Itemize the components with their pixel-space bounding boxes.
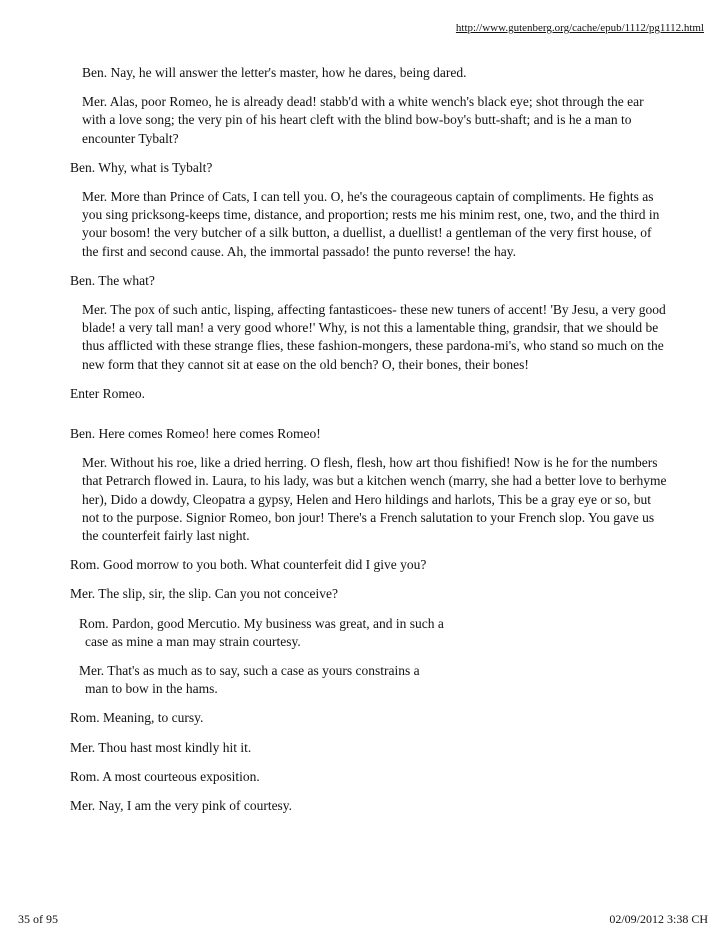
print-datetime: 02/09/2012 3:38 CH [609,912,708,926]
passage-ben-3: Ben. The what? [70,272,155,288]
passage-mer-2: Mer. More than Prince of Cats, I can tell you. O, he's the courageous captain of compliments. He fights as you sing pricksong-keeps time, distance, and proportion; rests me his minim rest, one, two, and the third in your bosom! the very butcher of a silk button, a duellist, a duellist! a gentleman of the very first house, of the first and second cause. Ah, the immortal passado! the punto reverse! the hay. [82,189,660,259]
passage-ben-2: Ben. Why, what is Tybalt? [70,159,213,175]
passage-mer-6-line-2: man to bow in the hams. [85,681,218,697]
passage-ben-4: Ben. Here comes Romeo! here comes Romeo! [70,426,321,442]
passage-rom-3: Rom. Meaning, to cursy. [70,710,204,726]
page-number: 35 of 95 [18,912,58,926]
passage-mer-7: Mer. Thou hast most kindly hit it. [70,739,252,755]
passage-ben-1: Ben. Nay, he will answer the letter's master, how he dares, being dared. [82,65,467,80]
passage-rom-2-line-2: case as mine a man may strain courtesy. [85,633,301,649]
passage-rom-1: Rom. Good morrow to you both. What counterfeit did I give you? [70,557,427,573]
passage-rom-4: Rom. A most courteous exposition. [70,768,260,784]
passage-mer-8: Mer. Nay, I am the very pink of courtesy. [70,798,293,814]
passage-mer-3: Mer. The pox of such antic, lisping, affecting fantasticoes- these new tuners of accent! 'By Jesu, a very good blade! a very tall man! a very good whore!' Why, is not this a lamentable thing, grandsir, that we should be thus afflicted with these strange flies, these fashion-mongers, these pardona-mi's, who stand so much on the new form that they cannot sit at ease on the old bench? O, their bones, their bones! [82,302,666,372]
passage-mer-1: Mer. Alas, poor Romeo, he is already dead! stabb'd with a white wench's black eye; shot through the ear with a love song; the very pin of his heart cleft with the blind bow-boy's butt-shaft; and is he a man to encounter Tybalt? [82,94,644,146]
play-text [70,64,670,826]
stage-direction: Enter Romeo. [70,385,145,401]
passage-mer-6-line-1: Mer. That's as much as to say, such a case as yours constrains a [79,663,420,679]
source-url-link[interactable]: http://www.gutenberg.org/cache/epub/1112/pg1112.html [455,22,704,34]
passage-rom-2 [70,615,670,651]
passage-rom-2-line-1: Rom. Pardon, good Mercutio. My business was great, and in such a [79,615,444,631]
passage-mer-6 [70,662,670,698]
passage-mer-4: Mer. Without his roe, like a dried herring. O flesh, flesh, how art thou fishified! Now is he for the numbers that Petrarch flowed in. Laura, to his lady, was but a kitchen wench (marry, she had a better love to berhyme her), Dido a dowdy, Cleopatra a gypsy, Helen and Hero hildings and harlots, This be a gray eye or so, but not to the purpose. Signior Romeo, bon jour! There's a French salutation to your French slop. You gave us the counterfeit fairly last night. [82,455,667,544]
passage-mer-5: Mer. The slip, sir, the slip. Can you not conceive? [70,586,339,602]
